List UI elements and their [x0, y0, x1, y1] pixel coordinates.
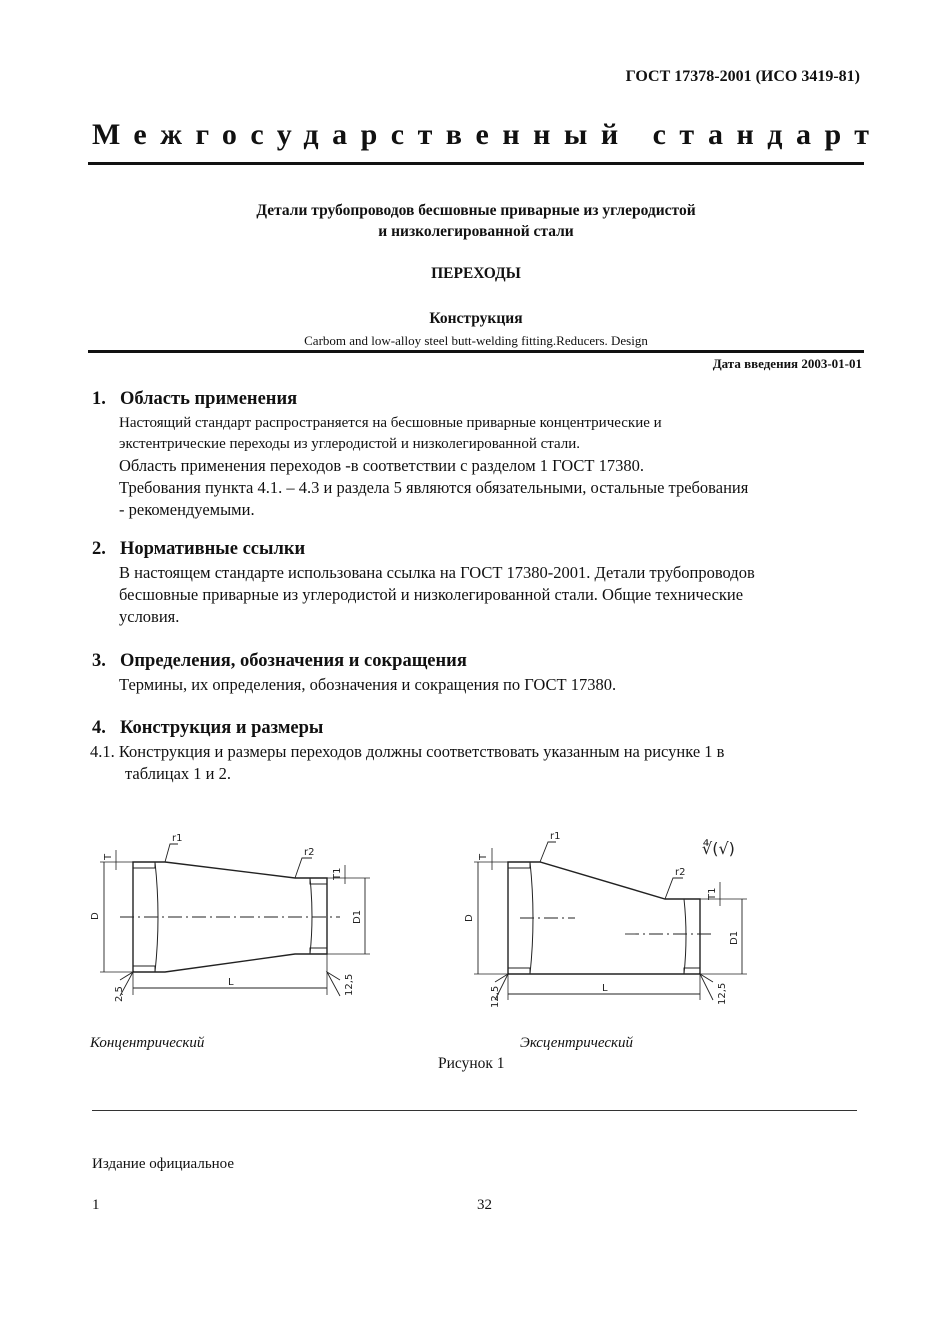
document-title [88, 200, 864, 242]
footnote-rule [92, 1110, 857, 1111]
section-number: 3. [92, 651, 106, 671]
body-line: экстентрические переходы из углеродистой и низколегированной стали. [119, 436, 581, 452]
leader-r1 [165, 844, 178, 862]
eccentric-reducer-drawing [474, 842, 747, 1000]
label-r1: r1 [172, 833, 183, 844]
chamfer-mark [327, 972, 340, 996]
design-heading: Конструкция [429, 310, 523, 327]
leader-r2 [665, 878, 683, 899]
section-1-body [119, 413, 864, 521]
figure-number: Рисунок 1 [438, 1055, 505, 1072]
body-line: Требования пункта 4.1. – 4.3 и раздела 5 являются обязательными, остальные требования [119, 478, 749, 497]
concentric-bevel [310, 948, 327, 954]
eccentric-bevel [684, 968, 700, 974]
label-chamfer: 12,5 [344, 973, 355, 996]
chamfer-mark [700, 974, 713, 1000]
page-number: 32 [477, 1197, 492, 1213]
section-number: 2. [92, 539, 106, 559]
label-D1: D1 [729, 930, 740, 945]
section-2-body [119, 562, 864, 628]
label-T: T [478, 853, 489, 860]
eccentric-bevel [508, 968, 530, 974]
gost-code: ГОСТ 17378-2001 (ИСО 3419-81) [625, 68, 860, 85]
interstate-standard-title: Межгосударственный стандарт [92, 118, 883, 151]
roughness-symbol: ∜(√) [702, 839, 735, 858]
document-title-line1: Детали трубопроводов бесшовные приварные из углеродистой [256, 202, 696, 219]
label-chamfer: 12,5 [490, 985, 501, 1008]
caption-eccentric: Эксцентрический [520, 1035, 634, 1051]
introduction-date: Дата введения 2003-01-01 [712, 356, 862, 371]
label-L: L [602, 983, 608, 994]
section-3-body [119, 674, 864, 696]
section-title: Область применения [120, 389, 298, 409]
section-number: 4. [92, 718, 106, 738]
body-line: - рекомендуемыми. [119, 500, 255, 519]
label-L: L [228, 977, 234, 988]
leader-r2 [295, 858, 312, 878]
concentric-bevel [310, 878, 327, 884]
caption-concentric: Концентрический [90, 1035, 205, 1051]
section-title: Конструкция и размеры [120, 718, 324, 738]
section-4-heading [92, 718, 323, 739]
label-D1: D1 [352, 909, 363, 924]
concentric-bevel [133, 966, 155, 972]
label-D: D [464, 914, 475, 922]
body-line: В настоящем стандарте использована ссылка на ГОСТ 17380-2001. Детали трубопроводов [119, 563, 755, 582]
concentric-bevel [133, 862, 155, 868]
leader-r1 [540, 842, 556, 862]
eccentric-break-line [684, 899, 686, 974]
body-line: Область применения переходов -в соответствии с разделом 1 ГОСТ 17380. [119, 456, 644, 475]
body-line: Термины, их определения, обозначения и сокращения по ГОСТ 17380. [119, 675, 617, 694]
item-4-1 [90, 741, 865, 785]
section-2-heading [92, 539, 305, 560]
label-T1: T1 [332, 867, 343, 880]
header-rule [88, 162, 864, 165]
english-title: Carbom and low-alloy steel butt-welding fitting.Reducers. Design [304, 333, 648, 348]
label-r2: r2 [304, 847, 315, 858]
label-D: D [90, 912, 101, 920]
body-line: Настоящий стандарт распространяется на бесшовные приварные концентрические и [119, 415, 662, 431]
item-line: 4.1. Конструкция и размеры переходов должны соответствовать указанным на рисунке 1 в [90, 742, 725, 761]
section-1-heading [92, 389, 297, 410]
label-T1: T1 [707, 887, 718, 900]
body-line: условия. [119, 607, 180, 626]
edition-note: Издание официальное [92, 1156, 235, 1172]
label-T: T [103, 853, 114, 860]
item-line: таблицах 1 и 2. [125, 764, 232, 783]
concentric-break-line [310, 878, 312, 954]
eccentric-outline [508, 862, 700, 974]
left-number: 1 [92, 1197, 100, 1213]
document-subtitle: ПЕРЕХОДЫ [431, 265, 521, 282]
body-line: бесшовные приварные из углеродистой и низколегированной стали. Общие технические [119, 585, 744, 604]
section-3-heading [92, 651, 467, 672]
label-r2: r2 [675, 867, 686, 878]
figure-1-drawings [80, 820, 780, 1020]
concentric-reducer-drawing [100, 844, 370, 996]
section-number: 1. [92, 389, 106, 409]
label-chamfer: 2,5 [114, 986, 125, 1002]
label-chamfer: 12,5 [717, 982, 728, 1005]
section-title: Определения, обозначения и сокращения [120, 651, 467, 671]
label-r1: r1 [550, 831, 561, 842]
title-rule [88, 350, 864, 353]
document-title-line2: и низколегированной стали [378, 223, 574, 240]
section-title: Нормативные ссылки [120, 539, 306, 559]
eccentric-bevel [508, 862, 530, 868]
